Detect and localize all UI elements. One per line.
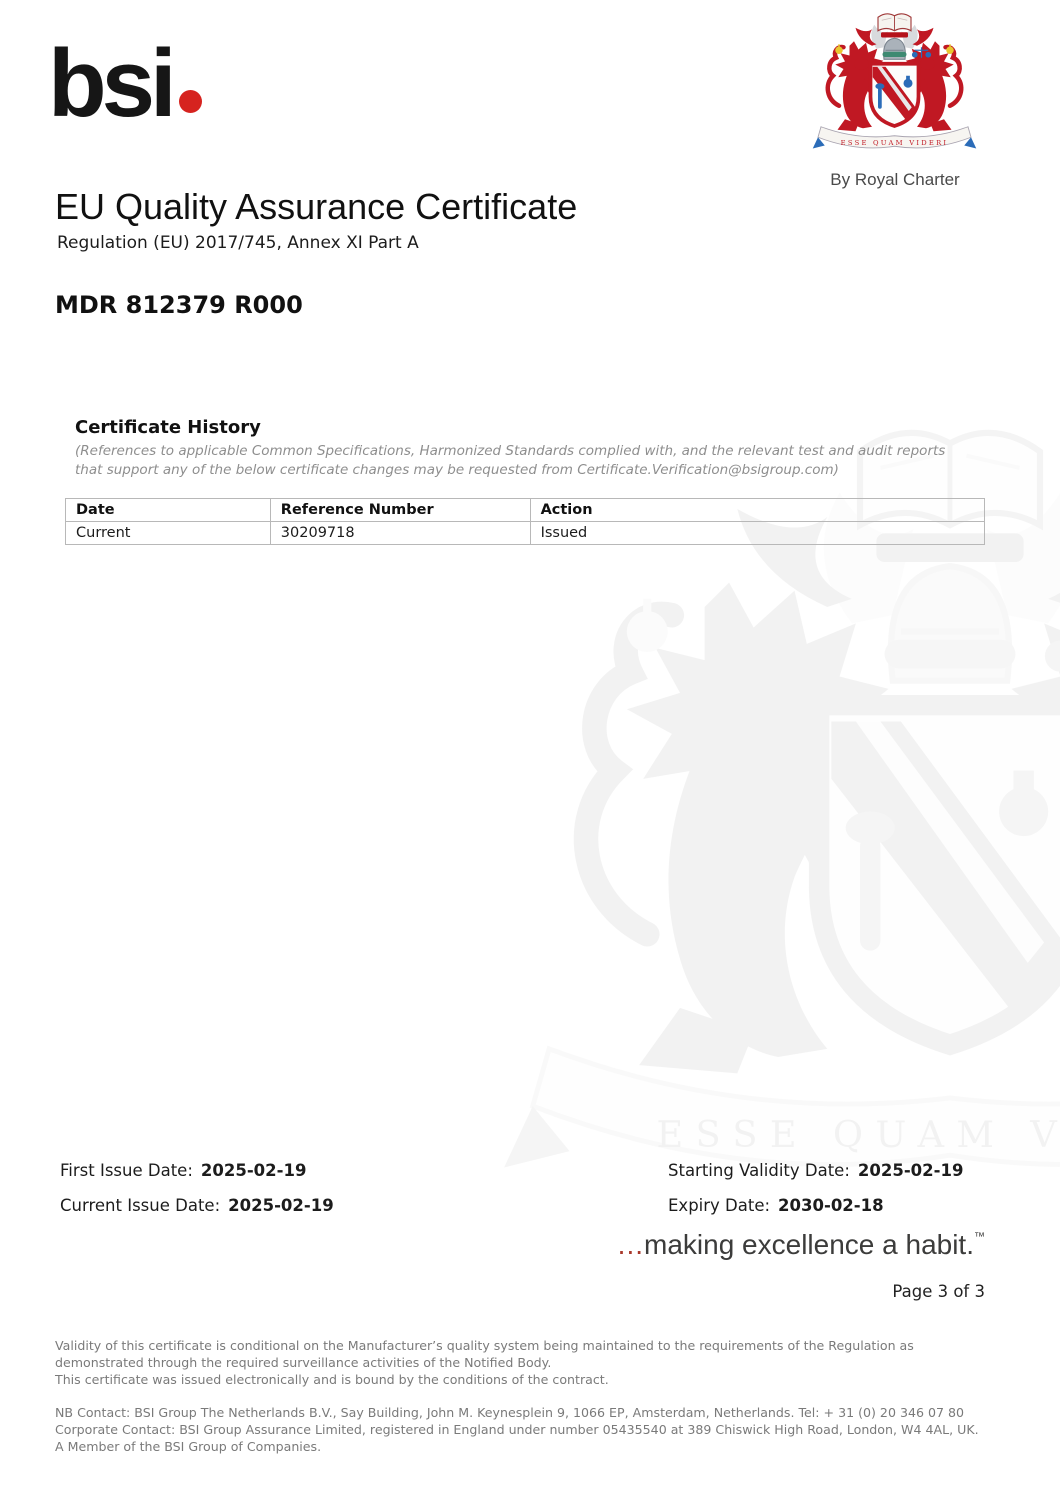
corporate-contact-line: Corporate Contact: BSI Group Assurance Limited, registered in England under number 05435540 at 389 Chiswick High Road, London, W4 4AL, UK.	[55, 1422, 979, 1438]
current-issue-date-label: Current Issue Date:	[60, 1196, 221, 1215]
validity-conditions-block	[55, 1337, 985, 1388]
column-header-reference-number: Reference Number	[270, 499, 530, 522]
starting-validity-date-value: 2025-02-19	[857, 1161, 964, 1180]
trademark-symbol: ™	[974, 1231, 985, 1243]
first-issue-date-value: 2025-02-19	[200, 1161, 307, 1180]
table-header-row	[66, 499, 985, 522]
electronic-issue-line: This certificate was issued electronically and is bound by the conditions of the contract.	[55, 1372, 609, 1388]
expiry-date	[668, 1196, 884, 1215]
current-issue-date-value: 2025-02-19	[228, 1196, 334, 1215]
regulation-subtitle: Regulation (EU) 2017/745, Annex XI Part A	[57, 233, 419, 253]
bsi-logo	[48, 30, 202, 137]
starting-validity-date-label: Starting Validity Date:	[668, 1161, 850, 1180]
expiry-date-label: Expiry Date:	[668, 1196, 771, 1215]
nb-contact-line: NB Contact: BSI Group The Netherlands B.V., Say Building, John M. Keynesplein 9, 1066 EP, Amsterdam, Netherlands. Tel: + 31 (0) 20 346 07 80	[55, 1405, 965, 1420]
cell-date: Current	[66, 522, 271, 545]
bsi-tagline	[618, 1229, 985, 1261]
column-header-date: Date	[66, 499, 271, 522]
expiry-date-value: 2030-02-18	[778, 1196, 884, 1215]
starting-validity-date	[668, 1161, 963, 1180]
contact-block	[55, 1404, 985, 1455]
bsi-logo-text: bsi	[48, 30, 172, 137]
cell-reference-number: 30209718	[270, 522, 530, 545]
tagline-text: making excellence a habit.	[644, 1229, 974, 1260]
page-indicator: Page 3 of 3	[892, 1282, 985, 1301]
page-title: EU Quality Assurance Certificate	[55, 186, 578, 227]
royal-charter-crest-icon	[812, 8, 977, 166]
cell-action: Issued	[530, 522, 984, 545]
bsi-logo-dot-icon	[179, 90, 202, 113]
current-issue-date	[60, 1196, 334, 1215]
validity-paragraph: Validity of this certificate is conditional on the Manufacturer’s quality system being maintained to the requirements of the Regulation as demonstrated through the required surveillance activities of the Notified Body.	[55, 1338, 914, 1371]
certificate-number: MDR 812379 R000	[55, 291, 303, 319]
certificate-history-table	[65, 498, 985, 545]
table-row	[66, 522, 985, 545]
member-line: A Member of the BSI Group of Companies.	[55, 1439, 322, 1455]
royal-charter-caption: By Royal Charter	[830, 170, 960, 189]
certificate-history-note: (References to applicable Common Specifications, Harmonized Standards complied with, and the relevant test and audit reports that support any of the below certificate changes may be requested from Certificate.Verification@bsigroup.com)	[75, 443, 946, 478]
certificate-history-heading: Certificate History	[75, 417, 261, 438]
first-issue-date-label: First Issue Date:	[60, 1161, 193, 1180]
tagline-dots: ...	[617, 1229, 645, 1260]
first-issue-date	[60, 1161, 306, 1180]
column-header-action: Action	[530, 499, 984, 522]
